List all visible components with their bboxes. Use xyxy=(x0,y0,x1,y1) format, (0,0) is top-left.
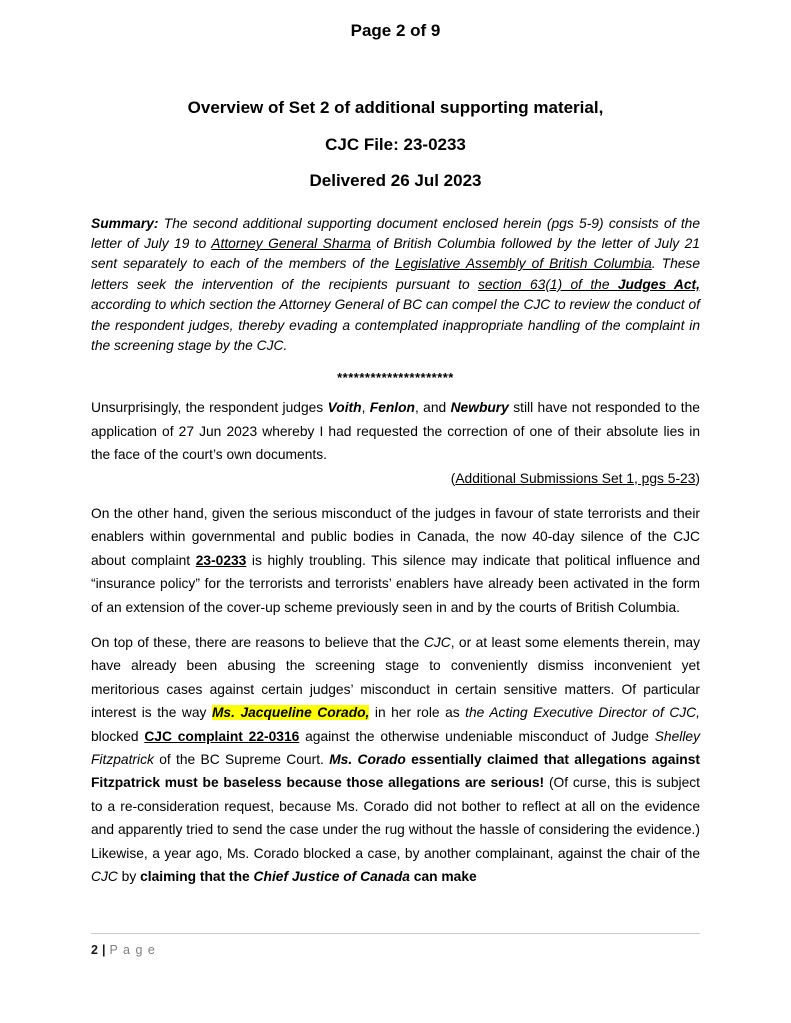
text-run: by xyxy=(117,869,141,885)
text-run: , and xyxy=(414,400,451,416)
page-header: Page 2 of 9 xyxy=(350,21,441,40)
text-run: On the other hand, given the serious misconduct of the judges in favour of state terrorists and their enablers within governmental and public bodies in Canada, the now 40-day silence of the CJC about complaint xyxy=(91,505,700,568)
text-run: Fenlon xyxy=(369,400,415,416)
text-run: section 63(1) of the xyxy=(477,276,618,292)
text-run: CJC xyxy=(423,635,451,650)
text-run: . These letters seek the intervention of the recipients pursuant to xyxy=(91,256,701,292)
title-line-3: Delivered 26 Jul 2023 xyxy=(309,171,482,190)
text-run: Voith xyxy=(327,400,362,416)
text-run: of British Columbia followed by the letter of July 21 sent separately to each of the members of the xyxy=(91,235,700,272)
title-line-2: CJC File: 23-0233 xyxy=(325,134,466,154)
paragraph-screening-stage xyxy=(91,631,700,888)
text-run: in her role as xyxy=(369,705,466,721)
text-run: Legislative Assembly of British Columbia xyxy=(395,256,652,272)
text-run: CJC xyxy=(91,869,118,885)
text-run: Summary: xyxy=(91,215,164,231)
text-run: is highly troubling. This silence may indicate that political influence and “insurance policy” for the terrorists and terrorists’ enablers have already been activated in the form of an extension of the cover-up scheme previously seen in and by the courts of British Columbia. xyxy=(91,552,700,615)
text-run: , or at least some elements therein, may have already been abusing the screening stage to conveniently dismiss inconvenient yet meritorious cases against certain judges’ misconduct in certain sensitive matters. Of particular interest is the way xyxy=(91,635,700,721)
text-run: essentially claimed that allegations against Fitzpatrick must be baseless because those allegations are serious! xyxy=(91,752,700,791)
summary-paragraph xyxy=(91,214,700,357)
text-run: On top of these, there are reasons to believe that the xyxy=(91,635,424,650)
text-run: Attorney General Sharma xyxy=(211,235,371,251)
text-run: (Of curse, this is subject to a re-consideration request, because Ms. Corado did not bother to reflect at all on the evidence and apparently tried to send the case under the rug without the hassle of considering the evidence.) Likewise, a year ago, Ms. Corado blocked a case, by another complainant, against the chair of the xyxy=(91,775,700,861)
page-footer xyxy=(91,933,700,957)
text-run: Additional Submissions Set 1, pgs 5-23 xyxy=(455,470,696,486)
asterisk-separator: ********************* xyxy=(337,370,454,386)
text-run: , xyxy=(361,400,370,416)
text-run: can make xyxy=(409,869,477,885)
reference-line xyxy=(91,467,700,490)
text-run: Judges Act, xyxy=(617,276,700,292)
text-run: Unsurprisingly, the respondent judges xyxy=(91,400,328,416)
highlighted-text: Ms. Jacqueline Corado, xyxy=(211,705,370,721)
text-run: ) xyxy=(695,470,700,486)
text-run: still have not responded to the application of 27 Jun 2023 whereby I had requested the correction of one of their absolute lies in the face of the court’s own documents. xyxy=(91,400,700,463)
footer-divider: | xyxy=(101,943,106,957)
text-run: according to which section the Attorney General of BC can compel the CJC to review the conduct of the respondent judges, thereby evading a contemplated inappropriate handling of the complaint in the screening stage by the CJC. xyxy=(91,297,700,353)
text-run: ( xyxy=(450,470,456,486)
text-run: Newbury xyxy=(450,400,509,416)
text-run: of the BC Supreme Court. xyxy=(153,752,330,768)
text-run: claiming that the xyxy=(140,869,254,885)
text-run: 23-0233 xyxy=(195,552,247,568)
title-line-1: Overview of Set 2 of additional supporting material, xyxy=(187,98,604,117)
text-run: The second additional supporting document enclosed herein (pgs 5-9) consists of the letter of July 19 to xyxy=(91,215,701,251)
text-run: blocked xyxy=(91,728,145,744)
text-run: the Acting Executive Director of CJC, xyxy=(465,705,700,721)
footer-page-label: P a g e xyxy=(109,943,156,957)
text-run: against the otherwise undeniable misconduct of Judge xyxy=(299,728,655,744)
footer-page-number: 2 xyxy=(91,943,98,957)
text-run: Chief Justice of Canada xyxy=(253,869,410,885)
text-run: Shelley Fitzpatrick xyxy=(91,728,700,768)
paragraph-respondent-judges xyxy=(91,396,700,466)
document-title xyxy=(91,90,700,200)
text-run: CJC complaint 22-0316 xyxy=(144,728,300,744)
text-run: Ms. Corado xyxy=(329,752,406,768)
paragraph-cjc-silence xyxy=(91,502,700,619)
